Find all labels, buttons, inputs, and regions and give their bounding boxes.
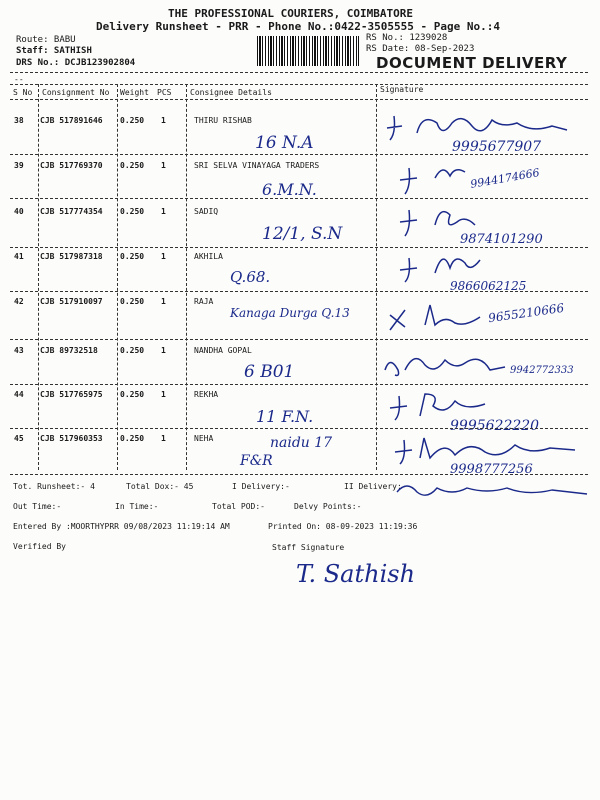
signature-icon (395, 200, 485, 240)
row-pcs: 1 (161, 207, 166, 216)
row-weight: 0.250 (120, 207, 145, 216)
row-pcs: 1 (161, 297, 166, 306)
column-line (117, 84, 118, 470)
row-consignment: CJB 517769370 (40, 161, 103, 170)
row-handwritten-note: 11 F.N. (256, 407, 314, 426)
row-consignee: THIRU RISHAB (194, 116, 252, 125)
signature-icon (395, 158, 475, 198)
row-sno: 44 (14, 390, 24, 399)
document-delivery-stamp: DOCUMENT DELIVERY (376, 54, 568, 72)
row-consignment: CJB 517910097 (40, 297, 103, 306)
staff-label: Staff: SATHISH (16, 46, 92, 56)
signature-icon (385, 295, 485, 335)
row-handwritten-note: 6.M.N. (262, 180, 317, 199)
row-consignment: CJB 517774354 (40, 207, 103, 216)
row-weight: 0.250 (120, 297, 145, 306)
separator-text: -- (14, 75, 24, 84)
row-consignment: CJB 517891646 (40, 116, 103, 125)
col-pcs: PCS (157, 88, 172, 97)
signature-icon (390, 430, 580, 470)
row-divider (10, 247, 588, 248)
total-dox: Total Dox:- 45 (126, 482, 194, 491)
row-handwritten-note: 12/1, S.N (262, 224, 343, 244)
row-pcs: 1 (161, 346, 166, 355)
ii-delivery: II Delivery:- (344, 482, 407, 491)
row-consignment: CJB 517960353 (40, 434, 103, 443)
row-divider (10, 291, 588, 292)
row-handwritten-phone: 9998777256 (450, 462, 533, 477)
row-weight: 0.250 (120, 346, 145, 355)
row-sno: 39 (14, 161, 24, 170)
divider (10, 72, 588, 73)
row-consignee: RAJA (194, 297, 214, 306)
row-pcs: 1 (161, 390, 166, 399)
row-divider (10, 154, 588, 155)
signature-icon (392, 478, 592, 502)
barcode-icon (257, 36, 359, 66)
row-sno: 45 (14, 434, 24, 443)
row-sno: 41 (14, 252, 24, 261)
row-pcs: 1 (161, 116, 166, 125)
column-line (186, 84, 187, 470)
row-handwritten-note: Kanaga Durga Q.13 (230, 306, 350, 320)
column-line (376, 84, 377, 470)
row-weight: 0.250 (120, 161, 145, 170)
row-consignment: CJB 517987318 (40, 252, 103, 261)
row-handwritten-phone: 9995622220 (450, 418, 540, 434)
out-time: Out Time:- (13, 502, 62, 511)
staff-signature-label: Staff Signature (272, 543, 345, 552)
signature-icon (395, 248, 485, 284)
runsheet-subtitle: Delivery Runsheet - PRR - Phone No.:0422-3505555 - Page No.:4 (96, 20, 500, 33)
row-pcs: 1 (161, 161, 166, 170)
row-handwritten-phone: 9944174666 (469, 166, 541, 191)
row-weight: 0.250 (120, 434, 145, 443)
row-handwritten-note: Q.68. (230, 268, 271, 286)
row-divider (10, 474, 588, 475)
row-divider (10, 384, 588, 385)
row-consignee: NEHA (194, 434, 214, 443)
rs-date: RS Date: 08-Sep-2023 (366, 44, 475, 54)
row-handwritten-phone: 9942772333 (510, 365, 574, 376)
row-divider (10, 428, 588, 429)
row-pcs: 1 (161, 434, 166, 443)
row-handwritten-phone: 9995677907 (452, 139, 542, 155)
divider (10, 99, 588, 100)
row-handwritten-phone: 9874101290 (460, 232, 543, 247)
row-sno: 42 (14, 297, 24, 306)
in-time: In Time:- (115, 502, 159, 511)
row-pcs: 1 (161, 252, 166, 261)
col-signature: Signature (380, 85, 424, 94)
col-consignee: Consignee Details (190, 88, 272, 97)
entered-by: Entered By :MOORTHYPRR 09/08/2023 11:19:14 AM (13, 522, 230, 531)
row-handwritten-note: naidu 17 F&R (240, 435, 333, 469)
row-consignee: SRI SELVA VINAYAGA TRADERS (194, 161, 320, 170)
row-weight: 0.250 (120, 252, 145, 261)
row-divider (10, 339, 588, 340)
rs-number: RS No.: 1239028 (366, 33, 448, 43)
row-weight: 0.250 (120, 390, 145, 399)
verified-by: Verified By (13, 542, 66, 551)
staff-signature-handwriting: T. Sathish (296, 560, 416, 588)
row-weight: 0.250 (120, 116, 145, 125)
signature-icon (382, 108, 572, 148)
row-sno: 40 (14, 207, 24, 216)
company-title: THE PROFESSIONAL COURIERS, COIMBATORE (168, 7, 414, 20)
row-consignee: NANDHA GOPAL (194, 346, 252, 355)
row-consignee: REKHA (194, 390, 219, 399)
row-consignee: SADIQ (194, 207, 219, 216)
signature-icon (380, 345, 510, 385)
total-pod: Total POD:- (212, 502, 265, 511)
tot-runsheet: Tot. Runsheet:- 4 (13, 482, 95, 491)
col-sno: S No (13, 88, 33, 97)
row-consignment: CJB 517765975 (40, 390, 103, 399)
drs-number: DRS No.: DCJB123902804 (16, 58, 136, 68)
row-consignee: AKHILA (194, 252, 223, 261)
row-sno: 38 (14, 116, 24, 125)
column-line (38, 84, 39, 470)
row-handwritten-phone: 9655210666 (487, 300, 565, 326)
printed-on: Printed On: 08-09-2023 11:19:36 (268, 522, 418, 531)
signature-icon (385, 386, 495, 422)
i-delivery: I Delivery:- (232, 482, 290, 491)
row-consignment: CJB 89732518 (40, 346, 98, 355)
route-label: Route: BABU (16, 35, 76, 45)
row-handwritten-phone: 9866062125 (450, 279, 527, 293)
col-weight: Weight (120, 88, 149, 97)
row-handwritten-note: 16 N.A (255, 133, 314, 153)
delvy-points: Delvy Points:- (294, 502, 362, 511)
row-handwritten-note: 6 B01 (244, 362, 295, 382)
col-consignment: Consignment No (42, 88, 110, 97)
divider (10, 84, 588, 85)
row-divider (10, 198, 588, 199)
row-sno: 43 (14, 346, 24, 355)
